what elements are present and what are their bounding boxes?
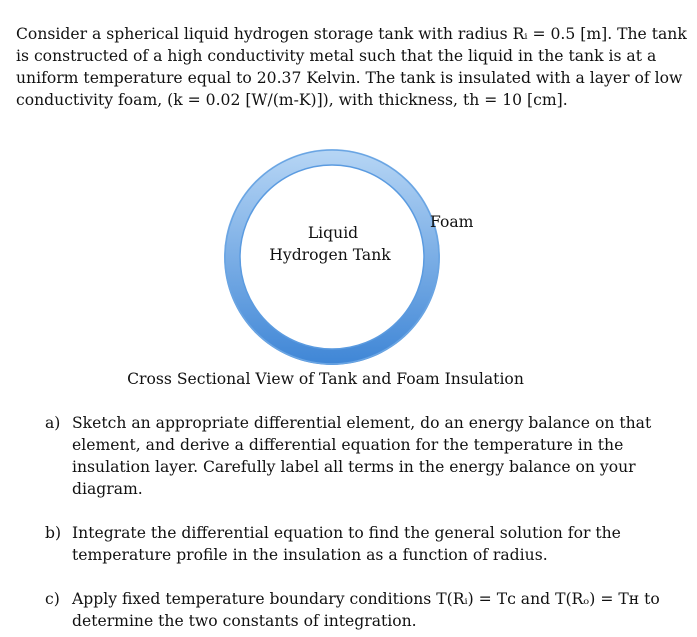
- tank-label-line1: Liquid: [307, 224, 359, 242]
- question-list: [45, 412, 685, 632]
- figure-caption: Cross Sectional View of Tank and Foam Insulation: [127, 370, 524, 388]
- problem-statement: Consider a spherical liquid hydrogen storage tank with radius Rᵢ = 0.5 [m]. The tank is constructed of a high conductivity metal such that the liquid in the tank is at a uniform temperature equal to 20.37 Kelvin. The tank is insulated with a layer of low conductivity foam, (k = 0.02 [W/(m-K)]), with thickness, th = 10 [cm].: [16, 24, 687, 109]
- question-c-text: Apply fixed temperature boundary conditions T(Rᵢ) = Tᴄ and T(Rₒ) = Tʜ to determine the two constants of integration.: [72, 590, 660, 630]
- tank-diagram: [222, 147, 474, 367]
- foam-label: Foam: [430, 213, 474, 231]
- question-b-text: Integrate the differential equation to find the general solution for the temperature profile in the insulation as a function of radius.: [72, 524, 621, 564]
- tank-cross-section-figure: [222, 147, 474, 367]
- question-a-marker: a): [45, 414, 61, 432]
- question-c: [45, 588, 685, 632]
- question-b-marker: b): [45, 524, 62, 542]
- question-b: [45, 522, 685, 566]
- tank-label-line2: Hydrogen Tank: [269, 246, 391, 264]
- question-a: [45, 412, 685, 500]
- question-a-text: Sketch an appropriate differential element, do an energy balance on that element, and derive a differential equation for the temperature in the insulation layer. Carefully label all terms in the energy balance on your diagram.: [72, 414, 652, 498]
- question-c-marker: c): [45, 590, 60, 608]
